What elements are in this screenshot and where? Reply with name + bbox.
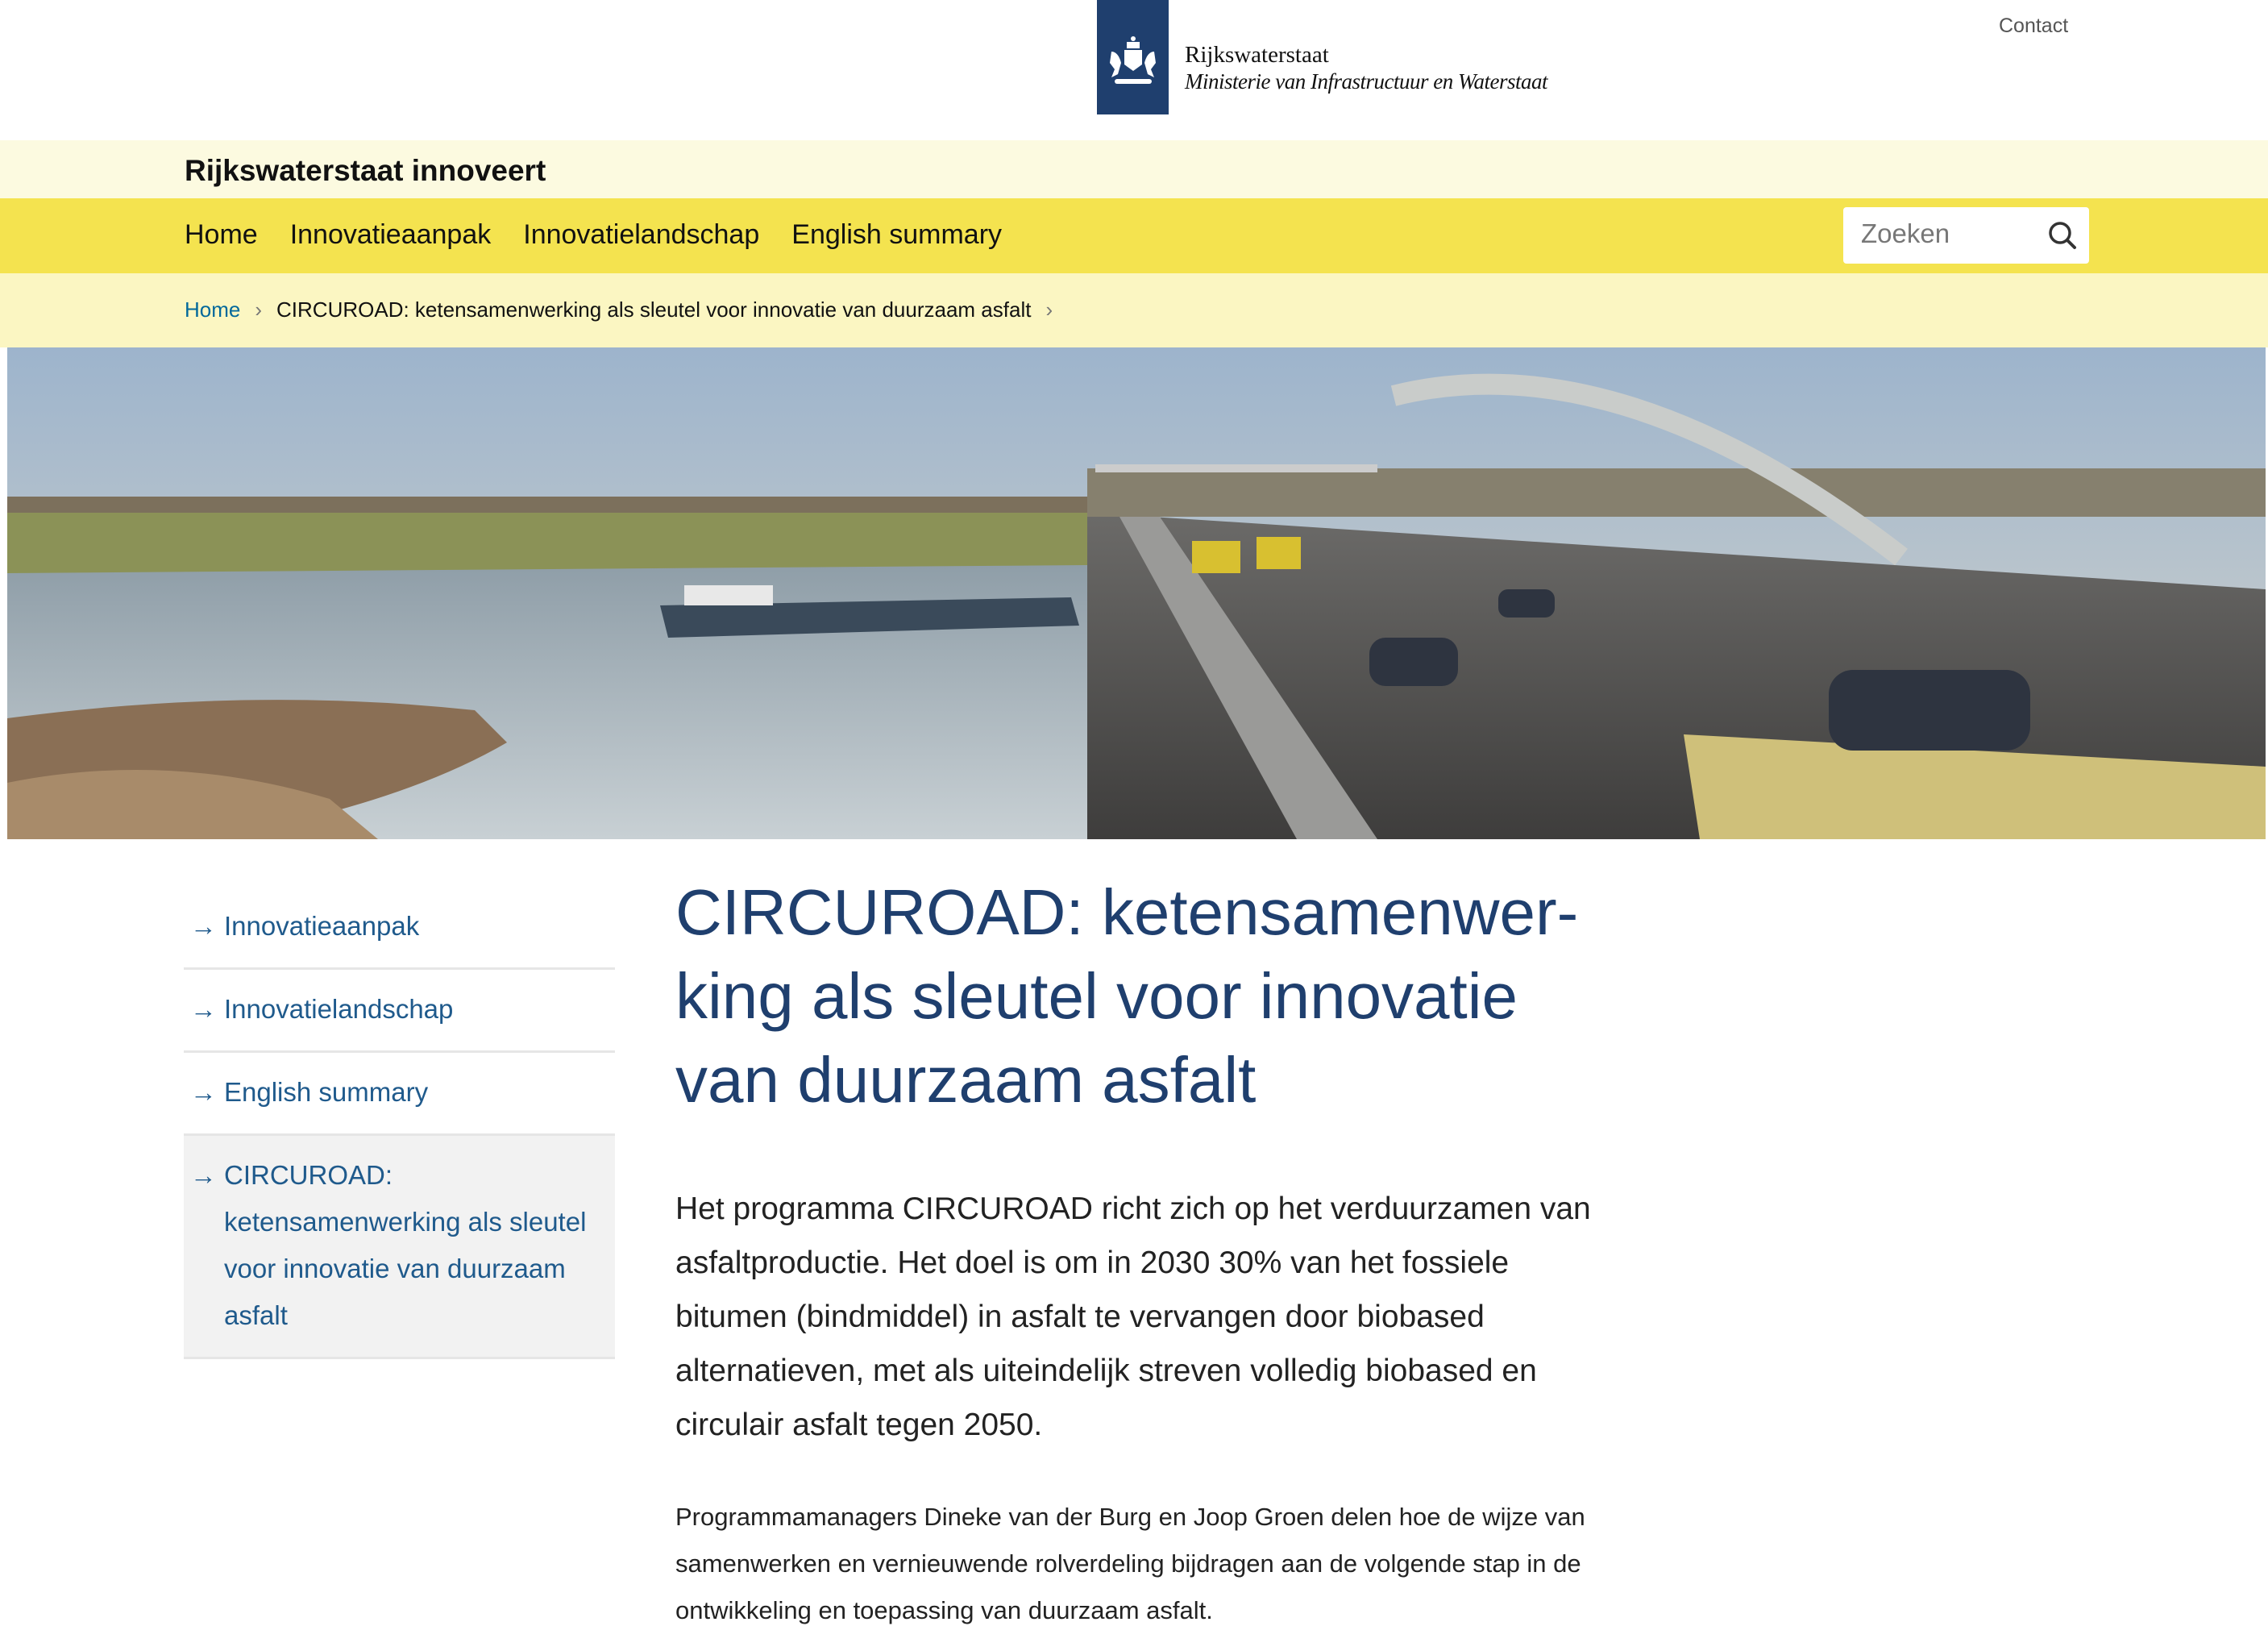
- breadcrumb-separator: ›: [1045, 297, 1053, 322]
- sidebar-item-label: English summary: [224, 1077, 429, 1107]
- nav-list: [185, 219, 1002, 251]
- nav-innovatielandschap[interactable]: Innovatielandschap: [523, 219, 760, 250]
- sidebar-item-label: CIRCUROAD: ketensamenwerking als sleutel voor innovatie van duurzaam asfalt: [224, 1160, 587, 1330]
- sidebar-nav: [184, 887, 615, 1359]
- sidebar-item-english-summary[interactable]: [184, 1053, 615, 1136]
- sidebar-item-label: Innovatieaanpak: [224, 911, 420, 941]
- nav-home[interactable]: Home: [185, 219, 258, 250]
- rijksoverheid-logo[interactable]: [1097, 0, 1169, 114]
- arrow-right-icon: →: [190, 994, 217, 1024]
- coat-of-arms-icon: [1097, 0, 1169, 114]
- nav-innovatieaanpak[interactable]: Innovatieaanpak: [289, 219, 492, 250]
- intro-paragraph: Het programma CIRCUROAD richt zich op het verduurzamen van asfaltproductie. Het doel is om in 2030 30% van het fossiele bitumen (bindmiddel) in asfalt te vervangen door biobased alternatieven, met als uiteindelijk streven volledig biobased en circulair asfalt tegen 2050.: [675, 1191, 1591, 1442]
- arrow-right-icon: →: [190, 1077, 217, 1107]
- page-title-line: van duurzaam asfalt: [675, 1044, 1257, 1116]
- logo-subtitle: Ministerie van Infrastructuur en Waterstaat: [1185, 69, 1547, 94]
- logo-name: Rijkswaterstaat: [1185, 42, 1329, 68]
- hero-image: [7, 347, 2266, 839]
- page-title-line: king als sleutel voor innovatie: [675, 960, 1518, 1032]
- article: [675, 871, 1610, 1634]
- sidebar-item-innovatieaanpak[interactable]: [184, 887, 615, 970]
- sidebar-item-label: Innovatielandschap: [224, 994, 454, 1024]
- breadcrumb-separator: ›: [255, 297, 263, 322]
- arrow-right-icon: →: [190, 911, 217, 941]
- contact-link[interactable]: Contact: [1999, 15, 2069, 37]
- page-title-line: CIRCUROAD: ketensamenwer-: [675, 876, 1579, 948]
- nav-english-summary[interactable]: English summary: [791, 219, 1003, 250]
- breadcrumb-home[interactable]: Home: [185, 297, 241, 322]
- search-icon[interactable]: [2047, 220, 2078, 251]
- breadcrumb-current: CIRCUROAD: ketensamenwerking als sleutel voor innovatie van duurzaam asfalt: [276, 297, 1032, 322]
- page-title: [675, 871, 1610, 1122]
- sidebar-item-innovatielandschap[interactable]: [184, 970, 615, 1053]
- sidebar-item-circuroad[interactable]: [184, 1136, 615, 1359]
- arrow-right-icon: →: [190, 1160, 217, 1190]
- breadcrumb: [0, 273, 2268, 347]
- search-input[interactable]: [1861, 218, 2038, 249]
- body-paragraph: Programmamanagers Dineke van der Burg en Joop Groen delen hoe de wijze van samenwerken en vernieuwende rolverdeling bijdragen aan de volgende stap in de ontwikkeling en toepassing van duurzaam asfalt.: [675, 1503, 1585, 1624]
- breadcrumb-list: [185, 297, 1053, 322]
- search-box: [1843, 207, 2089, 264]
- site-title[interactable]: Rijkswaterstaat innoveert: [185, 154, 546, 187]
